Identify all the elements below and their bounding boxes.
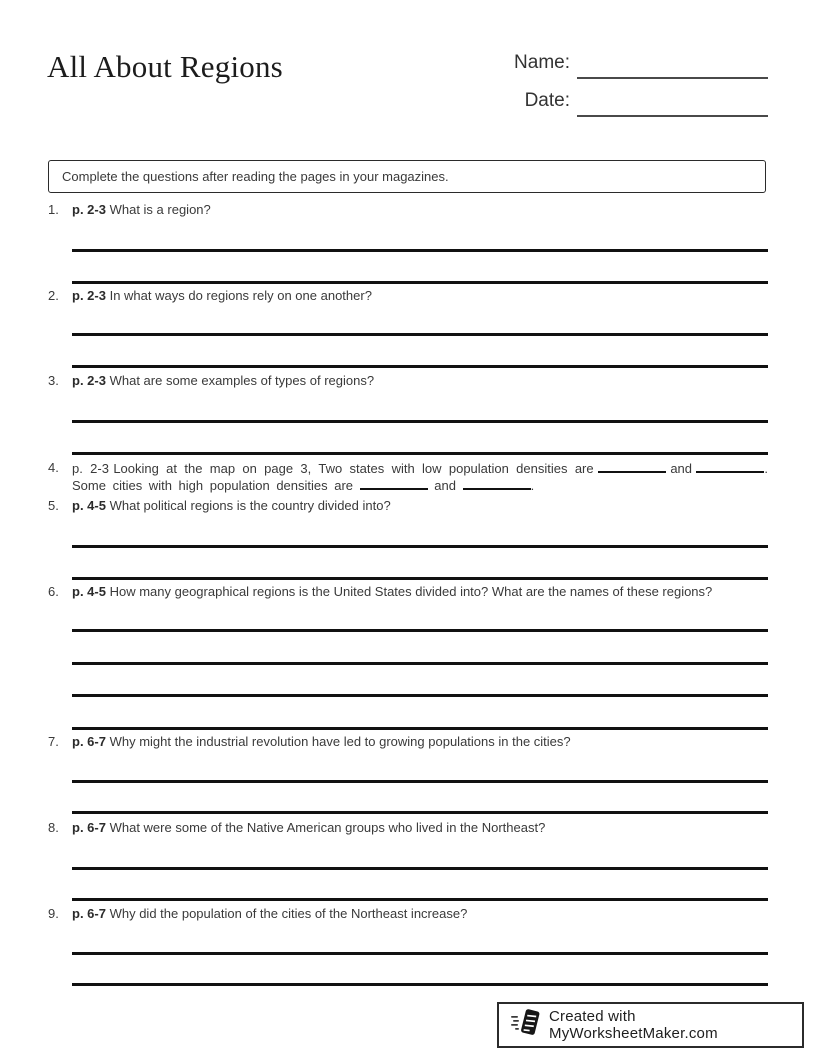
question-page-ref: p. 2-3: [72, 461, 109, 476]
answer-line: [72, 983, 768, 986]
answer-line: [72, 577, 768, 580]
answer-line: [72, 694, 768, 697]
question-text: p. 6-7 Why did the population of the cities of the Northeast increase?: [72, 906, 468, 921]
question-text: p. 2-3 Looking at the map on page 3, Two states with low population densities are and . Some cities with high population densities are and .: [72, 461, 768, 493]
question-number: 8.: [48, 820, 59, 835]
answer-line: [72, 727, 768, 730]
fill-blank: [598, 460, 666, 473]
fill-blank: [360, 477, 428, 490]
question-page-ref: p. 6-7: [72, 906, 106, 921]
question-number: 7.: [48, 734, 59, 749]
question-page-ref: p. 2-3: [72, 202, 106, 217]
answer-line: [72, 420, 768, 423]
worksheet-logo-icon: [511, 1007, 541, 1044]
question-number: 1.: [48, 202, 59, 217]
fill-blank: [463, 477, 531, 490]
answer-line: [72, 452, 768, 455]
page-title: All About Regions: [47, 49, 283, 84]
footer-credit-text: Created with MyWorksheetMaker.com: [549, 1008, 718, 1042]
answer-line: [72, 780, 768, 783]
date-label: Date:: [524, 90, 570, 111]
fill-blank: [696, 460, 764, 473]
answer-line: [72, 898, 768, 901]
question-text: p. 2-3 In what ways do regions rely on one another?: [72, 288, 372, 303]
question-number: 3.: [48, 373, 59, 388]
question-page-ref: p. 4-5: [72, 498, 106, 513]
question-number: 5.: [48, 498, 59, 513]
name-label: Name:: [514, 52, 570, 73]
question-number: 2.: [48, 288, 59, 303]
question-number: 4.: [48, 460, 59, 475]
question-number: 6.: [48, 584, 59, 599]
answer-line: [72, 811, 768, 814]
date-field-line: [577, 115, 768, 117]
answer-line: [72, 662, 768, 665]
question-text: p. 2-3 What are some examples of types of regions?: [72, 373, 375, 388]
instructions-box: [48, 160, 766, 193]
answer-line: [72, 333, 768, 336]
answer-line: [72, 867, 768, 870]
question-text: p. 6-7 What were some of the Native American groups who lived in the Northeast?: [72, 820, 546, 835]
question-page-ref: p. 2-3: [72, 288, 106, 303]
instructions-text: Complete the questions after reading the pages in your magazines.: [62, 169, 449, 184]
answer-line: [72, 281, 768, 284]
answer-line: [72, 545, 768, 548]
answer-line: [72, 629, 768, 632]
question-page-ref: p. 2-3: [72, 373, 106, 388]
answer-line: [72, 952, 768, 955]
question-text: p. 4-5 What political regions is the country divided into?: [72, 498, 391, 513]
question-page-ref: p. 6-7: [72, 820, 106, 835]
footer-credit-box: [497, 1002, 804, 1048]
question-text: p. 6-7 Why might the industrial revolution have led to growing populations in the cities?: [72, 734, 571, 749]
name-field-line: [577, 77, 768, 79]
question-page-ref: p. 6-7: [72, 734, 106, 749]
answer-line: [72, 365, 768, 368]
question-number: 9.: [48, 906, 59, 921]
question-text: p. 4-5 How many geographical regions is the United States divided into? What are the names of these regions?: [72, 584, 713, 599]
question-page-ref: p. 4-5: [72, 584, 106, 599]
answer-line: [72, 249, 768, 252]
question-text: p. 2-3 What is a region?: [72, 202, 211, 217]
